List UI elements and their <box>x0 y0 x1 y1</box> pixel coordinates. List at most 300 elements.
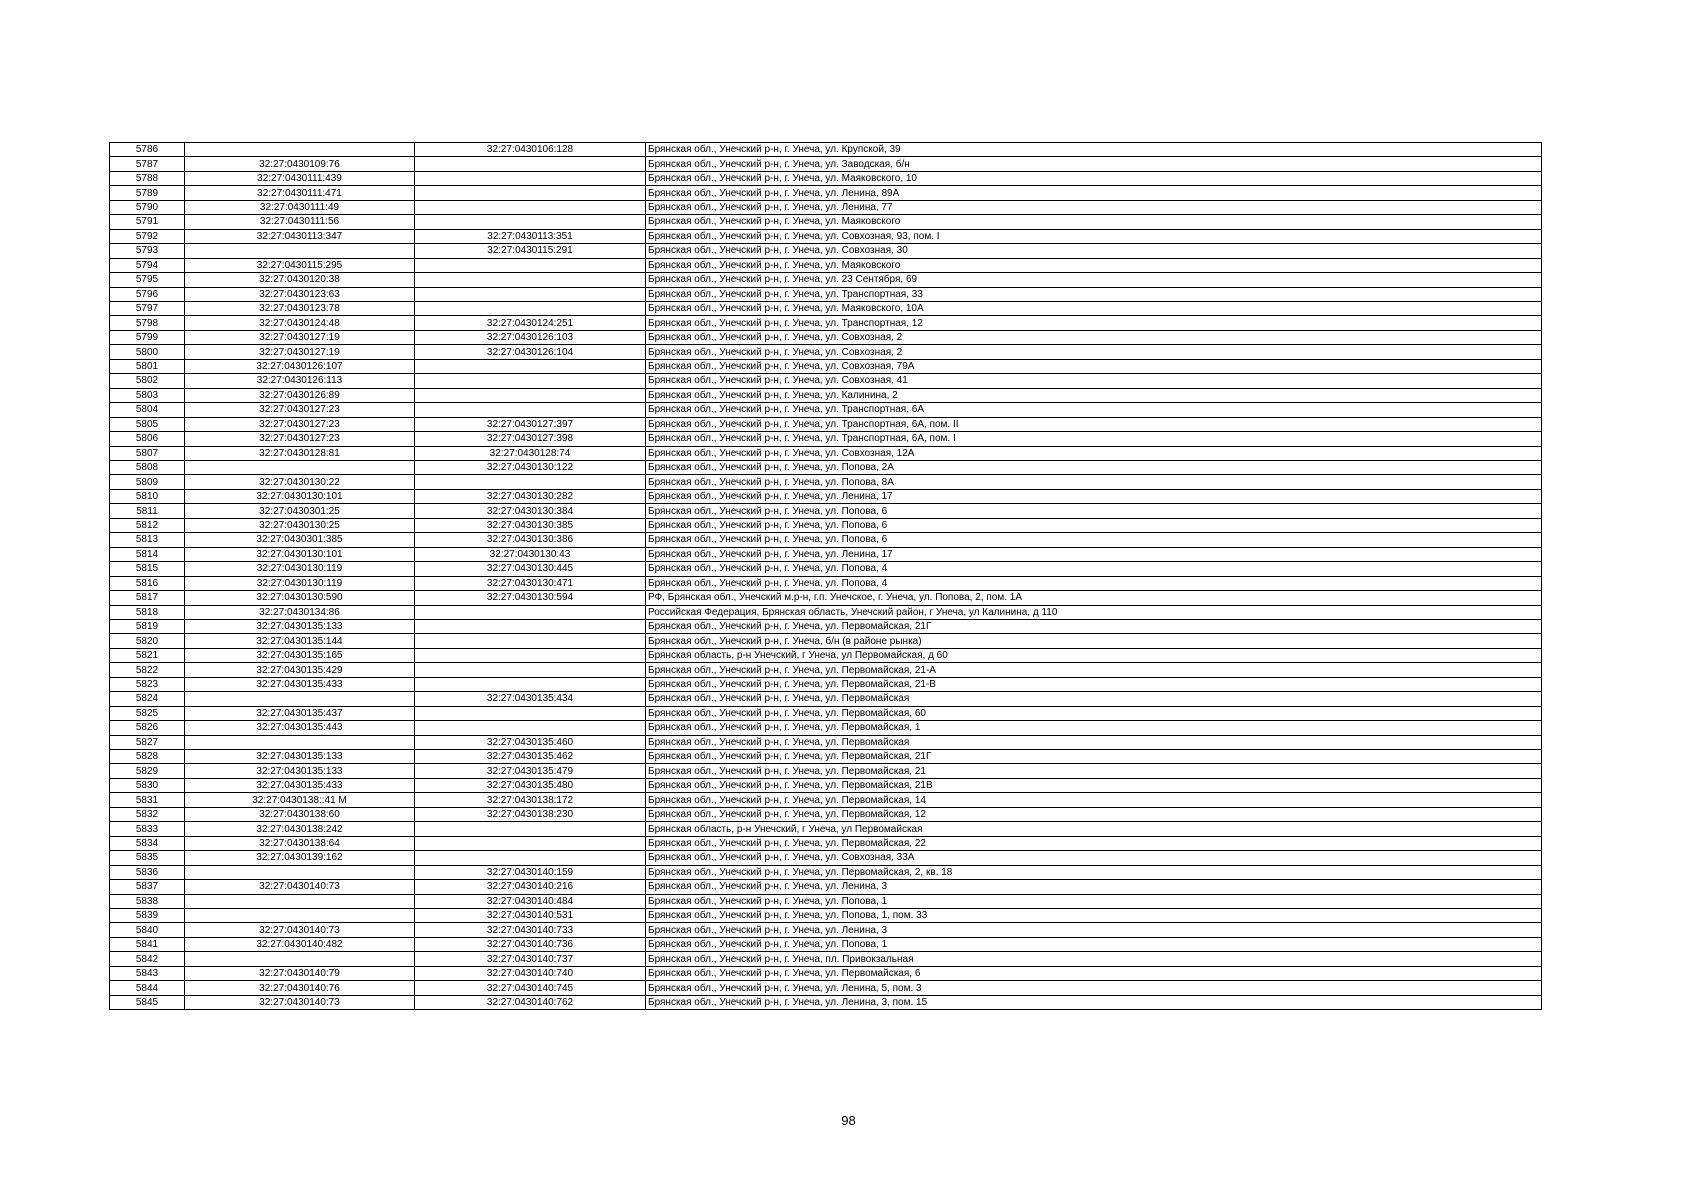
land-cadastral-number-cell <box>185 735 415 749</box>
table-body <box>110 143 1542 1010</box>
row-number-cell: 5797 <box>110 301 185 315</box>
table-row <box>110 952 1542 966</box>
table-row <box>110 692 1542 706</box>
address-cell: Брянская обл., Унечский р-н, г. Унеча, ул. Ленина, 3 <box>646 923 1542 937</box>
land-cadastral-number-cell: 32:27:0430140:73 <box>185 923 415 937</box>
row-number-cell: 5798 <box>110 316 185 330</box>
row-number-cell: 5841 <box>110 937 185 951</box>
table-row <box>110 807 1542 821</box>
table-row <box>110 591 1542 605</box>
row-number-cell: 5822 <box>110 663 185 677</box>
table-row <box>110 258 1542 272</box>
address-cell: Брянская обл., Унечский р-н, г. Унеча, ул. Первомайская, 60 <box>646 706 1542 720</box>
row-number-cell: 5813 <box>110 533 185 547</box>
object-cadastral-number-cell <box>415 287 646 301</box>
address-cell: Брянская обл., Унечский р-н, г. Унеча, ул. Совхозная, 33А <box>646 851 1542 865</box>
row-number-cell: 5830 <box>110 778 185 792</box>
address-cell: Брянская обл., Унечский р-н, г. Унеча, ул. Совхозная, 93, пом. I <box>646 229 1542 243</box>
table-row <box>110 966 1542 980</box>
land-cadastral-number-cell <box>185 909 415 923</box>
table-row <box>110 273 1542 287</box>
table-row <box>110 750 1542 764</box>
object-cadastral-number-cell: 32:27:0430128:74 <box>415 446 646 460</box>
address-cell: Брянская обл., Унечский р-н, г. Унеча, ул. Ленина, 89А <box>646 186 1542 200</box>
row-number-cell: 5806 <box>110 432 185 446</box>
row-number-cell: 5835 <box>110 851 185 865</box>
object-cadastral-number-cell <box>415 388 646 402</box>
land-cadastral-number-cell <box>185 244 415 258</box>
address-cell: Брянская обл., Унечский р-н, г. Унеча, ул. 23 Сентября, 69 <box>646 273 1542 287</box>
address-cell: Брянская обл., Унечский р-н, г. Унеча, ул. Ленина, 3, пом. 15 <box>646 995 1542 1009</box>
address-cell: Брянская обл., Унечский р-н, г. Унеча, ул. Совхозная, 12А <box>646 446 1542 460</box>
object-cadastral-number-cell: 32:27:0430140:159 <box>415 865 646 879</box>
row-number-cell: 5792 <box>110 229 185 243</box>
land-cadastral-number-cell: 32:27:0430127:19 <box>185 345 415 359</box>
row-number-cell: 5837 <box>110 880 185 894</box>
address-cell: Брянская обл., Унечский р-н, г. Унеча, ул. Маяковского <box>646 215 1542 229</box>
land-cadastral-number-cell: 32:27:0430135:165 <box>185 648 415 662</box>
address-cell: Брянская обл., Унечский р-н, г. Унеча, ул. Ленина, 3 <box>646 880 1542 894</box>
land-cadastral-number-cell: 32:27:0430135:433 <box>185 677 415 691</box>
address-cell: Брянская обл., Унечский р-н, г. Унеча, ул. Калинина, 2 <box>646 388 1542 402</box>
table-row <box>110 576 1542 590</box>
table-row <box>110 677 1542 691</box>
table-row <box>110 836 1542 850</box>
row-number-cell: 5811 <box>110 504 185 518</box>
land-cadastral-number-cell: 32:27:0430140:482 <box>185 937 415 951</box>
address-cell: Брянская обл., Унечский р-н, г. Унеча, ул. Попова, 1, пом. 33 <box>646 909 1542 923</box>
row-number-cell: 5842 <box>110 952 185 966</box>
object-cadastral-number-cell <box>415 677 646 691</box>
object-cadastral-number-cell: 32:27:0430138:230 <box>415 807 646 821</box>
table-row <box>110 345 1542 359</box>
address-cell: Брянская область, р-н Унечский, г Унеча, ул Первомайская, д 60 <box>646 648 1542 662</box>
land-cadastral-number-cell: 32:27:0430130:101 <box>185 547 415 561</box>
address-cell: Российская Федерация, Брянская область, Унечский район, г Унеча, ул Калинина, д 110 <box>646 605 1542 619</box>
table-row <box>110 663 1542 677</box>
object-cadastral-number-cell: 32:27:0430130:384 <box>415 504 646 518</box>
property-table <box>109 142 1542 1010</box>
address-cell: Брянская обл., Унечский р-н, г. Унеча, ул. Первомайская, 2, кв. 18 <box>646 865 1542 879</box>
table-row <box>110 171 1542 185</box>
object-cadastral-number-cell <box>415 171 646 185</box>
object-cadastral-number-cell: 32:27:0430113:351 <box>415 229 646 243</box>
land-cadastral-number-cell: 32:27:0430140:76 <box>185 981 415 995</box>
land-cadastral-number-cell: 32:27:0430130:101 <box>185 489 415 503</box>
table-row <box>110 533 1542 547</box>
table-row <box>110 460 1542 474</box>
land-cadastral-number-cell: 32:27:0430111:56 <box>185 215 415 229</box>
address-cell: Брянская область, р-н Унечский, г Унеча, ул Первомайская <box>646 822 1542 836</box>
address-cell: Брянская обл., Унечский р-н, г. Унеча, ул. Ленина, 77 <box>646 200 1542 214</box>
row-number-cell: 5809 <box>110 475 185 489</box>
object-cadastral-number-cell: 32:27:0430135:479 <box>415 764 646 778</box>
land-cadastral-number-cell: 32:27:0430135:437 <box>185 706 415 720</box>
address-cell: Брянская обл., Унечский р-н, г. Унеча, ул. Первомайская <box>646 735 1542 749</box>
address-cell: Брянская обл., Унечский р-н, г. Унеча, ул. Ленина, 17 <box>646 489 1542 503</box>
table-row <box>110 706 1542 720</box>
row-number-cell: 5810 <box>110 489 185 503</box>
row-number-cell: 5825 <box>110 706 185 720</box>
address-cell: Брянская обл., Унечский р-н, г. Унеча, ул. Транспортная, 6А, пом. II <box>646 417 1542 431</box>
address-cell: Брянская обл., Унечский р-н, г. Унеча, ул. Первомайская, 21Г <box>646 750 1542 764</box>
land-cadastral-number-cell: 32:27:0430126:107 <box>185 359 415 373</box>
address-cell: Брянская обл., Унечский р-н, г. Унеча, ул. Транспортная, 6А <box>646 403 1542 417</box>
object-cadastral-number-cell <box>415 648 646 662</box>
object-cadastral-number-cell: 32:27:0430140:531 <box>415 909 646 923</box>
table-row <box>110 200 1542 214</box>
land-cadastral-number-cell: 32:27:0430124:48 <box>185 316 415 330</box>
object-cadastral-number-cell <box>415 215 646 229</box>
row-number-cell: 5818 <box>110 605 185 619</box>
table-row <box>110 995 1542 1009</box>
land-cadastral-number-cell: 32:27:0430109:76 <box>185 157 415 171</box>
land-cadastral-number-cell: 32:27:0430135:429 <box>185 663 415 677</box>
address-cell: Брянская обл., Унечский р-н, г. Унеча, ул. Попова, 8А <box>646 475 1542 489</box>
row-number-cell: 5787 <box>110 157 185 171</box>
row-number-cell: 5796 <box>110 287 185 301</box>
address-cell: Брянская обл., Унечский р-н, г. Унеча, ул. Первомайская, 22 <box>646 836 1542 850</box>
table-row <box>110 981 1542 995</box>
object-cadastral-number-cell: 32:27:0430130:386 <box>415 533 646 547</box>
land-cadastral-number-cell: 32:27:0430127:23 <box>185 403 415 417</box>
land-cadastral-number-cell <box>185 143 415 157</box>
land-cadastral-number-cell: 32:27:0430130:22 <box>185 475 415 489</box>
table-row <box>110 937 1542 951</box>
address-cell: Брянская обл., Унечский р-н, г. Унеча, пл. Привокзальная <box>646 952 1542 966</box>
row-number-cell: 5840 <box>110 923 185 937</box>
object-cadastral-number-cell: 32:27:0430140:740 <box>415 966 646 980</box>
object-cadastral-number-cell: 32:27:0430135:462 <box>415 750 646 764</box>
object-cadastral-number-cell <box>415 273 646 287</box>
object-cadastral-number-cell: 32:27:0430130:471 <box>415 576 646 590</box>
address-cell: Брянская обл., Унечский р-н, г. Унеча, ул. Маяковского, 10А <box>646 301 1542 315</box>
land-cadastral-number-cell: 32:27:0430130:590 <box>185 591 415 605</box>
land-cadastral-number-cell: 32:27:0430139:162 <box>185 851 415 865</box>
land-cadastral-number-cell: 32:27:0430138:242 <box>185 822 415 836</box>
table-row <box>110 244 1542 258</box>
row-number-cell: 5802 <box>110 374 185 388</box>
row-number-cell: 5805 <box>110 417 185 431</box>
row-number-cell: 5791 <box>110 215 185 229</box>
object-cadastral-number-cell: 32:27:0430135:434 <box>415 692 646 706</box>
object-cadastral-number-cell: 32:27:0430135:480 <box>415 778 646 792</box>
address-cell: Брянская обл., Унечский р-н, г. Унеча, ул. Попова, 4 <box>646 562 1542 576</box>
object-cadastral-number-cell <box>415 634 646 648</box>
row-number-cell: 5827 <box>110 735 185 749</box>
row-number-cell: 5820 <box>110 634 185 648</box>
address-cell: Брянская обл., Унечский р-н, г. Унеча, ул. Ленина, 5, пом. 3 <box>646 981 1542 995</box>
address-cell: Брянская обл., Унечский р-н, г. Унеча, ул. Попова, 6 <box>646 533 1542 547</box>
object-cadastral-number-cell <box>415 258 646 272</box>
row-number-cell: 5816 <box>110 576 185 590</box>
object-cadastral-number-cell: 32:27:0430130:282 <box>415 489 646 503</box>
address-cell: Брянская обл., Унечский р-н, г. Унеча, ул. Ленина, 17 <box>646 547 1542 561</box>
row-number-cell: 5829 <box>110 764 185 778</box>
table-row <box>110 287 1542 301</box>
row-number-cell: 5793 <box>110 244 185 258</box>
object-cadastral-number-cell: 32:27:0430124:251 <box>415 316 646 330</box>
table-row <box>110 229 1542 243</box>
table-row <box>110 562 1542 576</box>
object-cadastral-number-cell: 32:27:0430127:397 <box>415 417 646 431</box>
object-cadastral-number-cell <box>415 403 646 417</box>
row-number-cell: 5828 <box>110 750 185 764</box>
row-number-cell: 5788 <box>110 171 185 185</box>
row-number-cell: 5833 <box>110 822 185 836</box>
row-number-cell: 5832 <box>110 807 185 821</box>
object-cadastral-number-cell: 32:27:0430140:736 <box>415 937 646 951</box>
address-cell: Брянская обл., Унечский р-н, г. Унеча, ул. Первомайская, 21 <box>646 764 1542 778</box>
object-cadastral-number-cell: 32:27:0430130:594 <box>415 591 646 605</box>
table-row <box>110 143 1542 157</box>
land-cadastral-number-cell: 32:27:0430135:133 <box>185 750 415 764</box>
object-cadastral-number-cell <box>415 374 646 388</box>
object-cadastral-number-cell <box>415 706 646 720</box>
object-cadastral-number-cell <box>415 836 646 850</box>
row-number-cell: 5795 <box>110 273 185 287</box>
object-cadastral-number-cell <box>415 619 646 633</box>
row-number-cell: 5801 <box>110 359 185 373</box>
land-cadastral-number-cell: 32:27:0430128:81 <box>185 446 415 460</box>
table-row <box>110 634 1542 648</box>
table-row <box>110 504 1542 518</box>
object-cadastral-number-cell <box>415 157 646 171</box>
row-number-cell: 5817 <box>110 591 185 605</box>
row-number-cell: 5808 <box>110 460 185 474</box>
table-row <box>110 157 1542 171</box>
address-cell: Брянская обл., Унечский р-н, г. Унеча, ул. Совхозная, 2 <box>646 345 1542 359</box>
table-row <box>110 215 1542 229</box>
address-cell: Брянская обл., Унечский р-н, г. Унеча, ул. Первомайская, 12 <box>646 807 1542 821</box>
object-cadastral-number-cell: 32:27:0430130:122 <box>415 460 646 474</box>
address-cell: Брянская обл., Унечский р-н, г. Унеча, ул. Попова, 6 <box>646 518 1542 532</box>
object-cadastral-number-cell: 32:27:0430135:460 <box>415 735 646 749</box>
table-row <box>110 316 1542 330</box>
address-cell: Брянская обл., Унечский р-н, г. Унеча, ул. Попова, 1 <box>646 894 1542 908</box>
address-cell: Брянская обл., Унечский р-н, г. Унеча, б/н (в районе рынка) <box>646 634 1542 648</box>
row-number-cell: 5799 <box>110 330 185 344</box>
object-cadastral-number-cell <box>415 475 646 489</box>
row-number-cell: 5790 <box>110 200 185 214</box>
object-cadastral-number-cell: 32:27:0430106:128 <box>415 143 646 157</box>
table-row <box>110 489 1542 503</box>
table-row <box>110 865 1542 879</box>
object-cadastral-number-cell: 32:27:0430140:762 <box>415 995 646 1009</box>
address-cell: Брянская обл., Унечский р-н, г. Унеча, ул. Совхозная, 2 <box>646 330 1542 344</box>
land-cadastral-number-cell: 32:27:0430130:119 <box>185 562 415 576</box>
address-cell: Брянская обл., Унечский р-н, г. Унеча, ул. Первомайская, 21В <box>646 778 1542 792</box>
address-cell: Брянская обл., Унечский р-н, г. Унеча, ул. Первомайская, 14 <box>646 793 1542 807</box>
land-cadastral-number-cell: 32:27:0430135:443 <box>185 721 415 735</box>
land-cadastral-number-cell: 32:27:0430138::41 М <box>185 793 415 807</box>
land-cadastral-number-cell: 32:27:0430127:23 <box>185 417 415 431</box>
object-cadastral-number-cell: 32:27:0430140:733 <box>415 923 646 937</box>
address-cell: Брянская обл., Унечский р-н, г. Унеча, ул. Попова, 4 <box>646 576 1542 590</box>
object-cadastral-number-cell <box>415 359 646 373</box>
row-number-cell: 5821 <box>110 648 185 662</box>
address-cell: Брянская обл., Унечский р-н, г. Унеча, ул. Маяковского <box>646 258 1542 272</box>
address-cell: Брянская обл., Унечский р-н, г. Унеча, ул. Первомайская, 21-А <box>646 663 1542 677</box>
table-row <box>110 374 1542 388</box>
object-cadastral-number-cell: 32:27:0430126:103 <box>415 330 646 344</box>
address-cell: Брянская обл., Унечский р-н, г. Унеча, ул. Совхозная, 41 <box>646 374 1542 388</box>
row-number-cell: 5844 <box>110 981 185 995</box>
land-cadastral-number-cell: 32:27:0430113:347 <box>185 229 415 243</box>
object-cadastral-number-cell: 32:27:0430130:43 <box>415 547 646 561</box>
object-cadastral-number-cell: 32:27:0430140:216 <box>415 880 646 894</box>
land-cadastral-number-cell: 32:27:0430301:385 <box>185 533 415 547</box>
row-number-cell: 5804 <box>110 403 185 417</box>
address-cell: Брянская обл., Унечский р-н, г. Унеча, ул. Первомайская, 21Г <box>646 619 1542 633</box>
address-cell: Брянская обл., Унечский р-н, г. Унеча, ул. Первомайская <box>646 692 1542 706</box>
land-cadastral-number-cell: 32:27:0430138:60 <box>185 807 415 821</box>
row-number-cell: 5826 <box>110 721 185 735</box>
address-cell: Брянская обл., Унечский р-н, г. Унеча, ул. Транспортная, 12 <box>646 316 1542 330</box>
object-cadastral-number-cell: 32:27:0430140:484 <box>415 894 646 908</box>
land-cadastral-number-cell: 32:27:0430127:19 <box>185 330 415 344</box>
land-cadastral-number-cell: 32:27:0430115:295 <box>185 258 415 272</box>
table-row <box>110 735 1542 749</box>
row-number-cell: 5839 <box>110 909 185 923</box>
row-number-cell: 5812 <box>110 518 185 532</box>
table-row <box>110 894 1542 908</box>
row-number-cell: 5823 <box>110 677 185 691</box>
land-cadastral-number-cell: 32:27:0430126:89 <box>185 388 415 402</box>
object-cadastral-number-cell: 32:27:0430138:172 <box>415 793 646 807</box>
land-cadastral-number-cell: 32:27:0430111:49 <box>185 200 415 214</box>
land-cadastral-number-cell: 32:27:0430123:78 <box>185 301 415 315</box>
object-cadastral-number-cell: 32:27:0430140:737 <box>415 952 646 966</box>
table-row <box>110 301 1542 315</box>
table-row <box>110 388 1542 402</box>
object-cadastral-number-cell: 32:27:0430140:745 <box>415 981 646 995</box>
address-cell: Брянская обл., Унечский р-н, г. Унеча, ул. Первомайская, 6 <box>646 966 1542 980</box>
land-cadastral-number-cell: 32:27:0430130:25 <box>185 518 415 532</box>
table-row <box>110 330 1542 344</box>
row-number-cell: 5831 <box>110 793 185 807</box>
object-cadastral-number-cell <box>415 301 646 315</box>
object-cadastral-number-cell: 32:27:0430115:291 <box>415 244 646 258</box>
page-number: 98 <box>841 1113 856 1128</box>
address-cell: Брянская обл., Унечский р-н, г. Унеча, ул. Совхозная, 79А <box>646 359 1542 373</box>
row-number-cell: 5845 <box>110 995 185 1009</box>
row-number-cell: 5800 <box>110 345 185 359</box>
address-cell: Брянская обл., Унечский р-н, г. Унеча, ул. Попова, 6 <box>646 504 1542 518</box>
table-row <box>110 605 1542 619</box>
row-number-cell: 5803 <box>110 388 185 402</box>
object-cadastral-number-cell: 32:27:0430127:398 <box>415 432 646 446</box>
land-cadastral-number-cell: 32:27:0430111:471 <box>185 186 415 200</box>
land-cadastral-number-cell: 32:27:0430140:79 <box>185 966 415 980</box>
row-number-cell: 5794 <box>110 258 185 272</box>
table-row <box>110 619 1542 633</box>
object-cadastral-number-cell <box>415 186 646 200</box>
table-row <box>110 403 1542 417</box>
object-cadastral-number-cell <box>415 663 646 677</box>
land-cadastral-number-cell: 32:27:0430301:25 <box>185 504 415 518</box>
address-cell: Брянская обл., Унечский р-н, г. Унеча, ул. Транспортная, 33 <box>646 287 1542 301</box>
row-number-cell: 5843 <box>110 966 185 980</box>
table-row <box>110 186 1542 200</box>
land-cadastral-number-cell: 32:27:0430126:113 <box>185 374 415 388</box>
land-cadastral-number-cell: 32:27:0430120:38 <box>185 273 415 287</box>
address-cell: РФ, Брянская обл., Унечский м.р-н, г.п. Унечское, г. Унеча, ул. Попова, 2, пом. 1А <box>646 591 1542 605</box>
table-row <box>110 923 1542 937</box>
address-cell: Брянская обл., Унечский р-н, г. Унеча, ул. Попова, 1 <box>646 937 1542 951</box>
address-cell: Брянская обл., Унечский р-н, г. Унеча, ул. Совхозная, 30 <box>646 244 1542 258</box>
address-cell: Брянская обл., Унечский р-н, г. Унеча, ул. Маяковского, 10 <box>646 171 1542 185</box>
object-cadastral-number-cell <box>415 851 646 865</box>
table-row <box>110 446 1542 460</box>
address-cell: Брянская обл., Унечский р-н, г. Унеча, ул. Первомайская, 21-В <box>646 677 1542 691</box>
land-cadastral-number-cell <box>185 894 415 908</box>
object-cadastral-number-cell <box>415 605 646 619</box>
row-number-cell: 5786 <box>110 143 185 157</box>
table-row <box>110 793 1542 807</box>
table-row <box>110 721 1542 735</box>
row-number-cell: 5838 <box>110 894 185 908</box>
object-cadastral-number-cell: 32:27:0430130:385 <box>415 518 646 532</box>
land-cadastral-number-cell <box>185 692 415 706</box>
land-cadastral-number-cell: 32:27:0430140:73 <box>185 995 415 1009</box>
land-cadastral-number-cell: 32:27:0430140:73 <box>185 880 415 894</box>
table-row <box>110 359 1542 373</box>
row-number-cell: 5814 <box>110 547 185 561</box>
table-row <box>110 432 1542 446</box>
table-row <box>110 778 1542 792</box>
land-cadastral-number-cell: 32:27:0430130:119 <box>185 576 415 590</box>
address-cell: Брянская обл., Унечский р-н, г. Унеча, ул. Первомайская, 1 <box>646 721 1542 735</box>
land-cadastral-number-cell: 32:27:0430111:439 <box>185 171 415 185</box>
land-cadastral-number-cell: 32:27:0430138:64 <box>185 836 415 850</box>
object-cadastral-number-cell <box>415 200 646 214</box>
table-row <box>110 417 1542 431</box>
land-cadastral-number-cell <box>185 460 415 474</box>
land-cadastral-number-cell: 32:27:0430135:133 <box>185 764 415 778</box>
table-row <box>110 547 1542 561</box>
address-cell: Брянская обл., Унечский р-н, г. Унеча, ул. Заводская, б/н <box>646 157 1542 171</box>
object-cadastral-number-cell: 32:27:0430130:445 <box>415 562 646 576</box>
land-cadastral-number-cell: 32:27:0430135:133 <box>185 619 415 633</box>
land-cadastral-number-cell <box>185 865 415 879</box>
table-row <box>110 909 1542 923</box>
row-number-cell: 5834 <box>110 836 185 850</box>
land-cadastral-number-cell: 32:27:0430134:86 <box>185 605 415 619</box>
table-row <box>110 518 1542 532</box>
table-row <box>110 880 1542 894</box>
land-cadastral-number-cell: 32:27:0430123:63 <box>185 287 415 301</box>
land-cadastral-number-cell: 32:27:0430135:433 <box>185 778 415 792</box>
object-cadastral-number-cell <box>415 822 646 836</box>
row-number-cell: 5819 <box>110 619 185 633</box>
land-cadastral-number-cell: 32:27:0430135:144 <box>185 634 415 648</box>
address-cell: Брянская обл., Унечский р-н, г. Унеча, ул. Крупской, 39 <box>646 143 1542 157</box>
row-number-cell: 5815 <box>110 562 185 576</box>
address-cell: Брянская обл., Унечский р-н, г. Унеча, ул. Попова, 2А <box>646 460 1542 474</box>
address-cell: Брянская обл., Унечский р-н, г. Унеча, ул. Транспортная, 6А, пом. I <box>646 432 1542 446</box>
land-cadastral-number-cell <box>185 952 415 966</box>
land-cadastral-number-cell: 32:27:0430127:23 <box>185 432 415 446</box>
table-row <box>110 764 1542 778</box>
table-row <box>110 475 1542 489</box>
object-cadastral-number-cell <box>415 721 646 735</box>
row-number-cell: 5824 <box>110 692 185 706</box>
row-number-cell: 5836 <box>110 865 185 879</box>
row-number-cell: 5789 <box>110 186 185 200</box>
table-row <box>110 648 1542 662</box>
table-row <box>110 822 1542 836</box>
